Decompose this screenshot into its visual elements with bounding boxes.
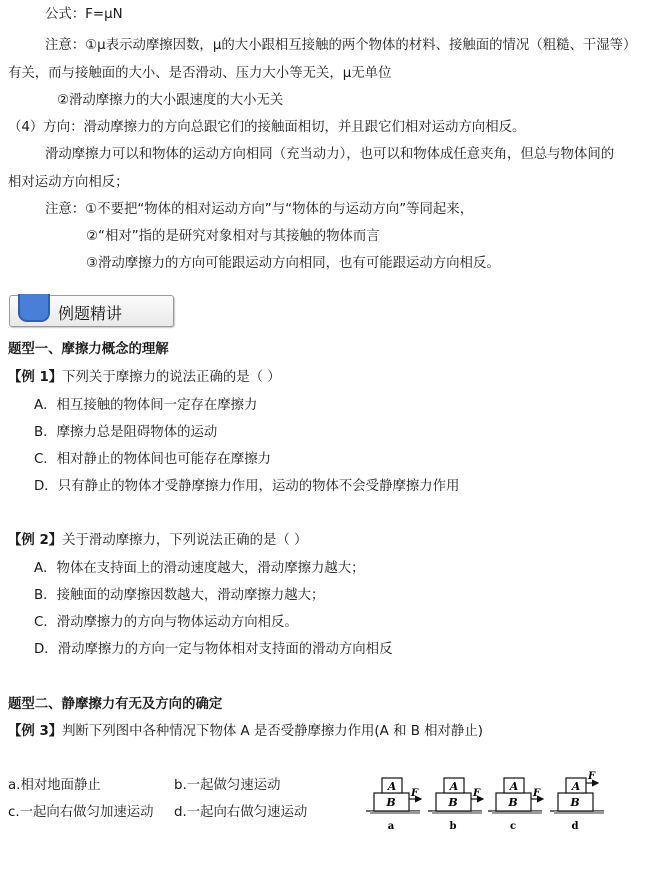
diagram-c <box>488 778 543 832</box>
diagram-a-block-a-label: A <box>387 780 397 793</box>
example1-option-a: A．相互接触的物体间一定存在摩擦力 <box>34 398 258 413</box>
example1-text: 下列关于摩擦力的说法正确的是（ ） <box>62 370 281 385</box>
diagram-c-caption: c <box>509 821 517 832</box>
desc-line-b: 相对运动方向相反； <box>8 175 129 190</box>
example2-text: 关于滑动摩擦力，下列说法正确的是（ ） <box>62 533 308 548</box>
case-b: b.一起做匀速运动 <box>174 778 281 793</box>
section-banner <box>9 295 174 327</box>
diagram-b-force-label: F <box>473 788 481 799</box>
diagram-b-block-b-label: B <box>448 796 458 809</box>
diagram-b-block-a-label: A <box>449 780 459 793</box>
diagram-b-caption: b <box>449 821 457 832</box>
formula-line: 公式：F=μN <box>45 7 123 22</box>
diagram-d <box>550 771 604 832</box>
example2-label: 【例 2】 <box>8 533 63 548</box>
example2-question <box>8 532 307 550</box>
diagram-a-caption: a <box>387 821 395 832</box>
example3-text: 判断下列图中各种情况下物体 A 是否受静摩擦力作用(A 和 B 相对静止) <box>62 724 483 739</box>
banner-tab-icon <box>18 294 50 322</box>
example2-option-d: D．滑动摩擦力的方向一定与物体相对支持面的滑动方向相反 <box>34 642 393 657</box>
diagram-a-force-label: F <box>411 788 419 799</box>
note1-line-a: 注意：①μ表示动摩擦因数，μ的大小跟相互接触的两个物体的材料、接触面的情况（粗糙、干湿等） <box>45 38 637 53</box>
example2-option-a: A．物体在支持面上的滑动速度越大，滑动摩擦力越大； <box>34 561 365 576</box>
type1-heading: 题型一、摩擦力概念的理解 <box>8 342 169 357</box>
case-a: a.相对地面静止 <box>8 778 101 793</box>
desc-line-a: 滑动摩擦力可以和物体的运动方向相同（充当动力），也可以和物体成任意夹角，但总与物体间的 <box>45 147 615 162</box>
note2-line: ②滑动摩擦力的大小跟速度的大小无关 <box>57 93 284 108</box>
example3-question <box>8 723 483 741</box>
diagram-c-block-b-label: B <box>508 796 518 809</box>
example1-question <box>8 369 281 387</box>
diagram-d-block-b-label: B <box>570 796 580 809</box>
diagram-d-caption: d <box>571 821 579 832</box>
example3-label: 【例 3】 <box>8 724 63 739</box>
example1-option-b: B．摩擦力总是阻碍物体的运动 <box>34 425 218 440</box>
example2-option-c: C．滑动摩擦力的方向与物体运动方向相反。 <box>34 615 298 630</box>
example1-label: 【例 1】 <box>8 370 63 385</box>
note1-line-b: 有关，而与接触面的大小、是否滑动、压力大小等无关，μ无单位 <box>8 66 392 81</box>
diagram-d-block-a-label: A <box>571 780 581 793</box>
attention3-line: ③滑动摩擦力的方向可能跟运动方向相同，也有可能跟运动方向相反。 <box>86 256 500 271</box>
case-c: c.一起向右做匀加速运动 <box>8 805 154 820</box>
direction-line: （4）方向：滑动摩擦力的方向总跟它们的接触面相切，并且跟它们相对运动方向相反。 <box>8 120 526 135</box>
banner-title: 例题精讲 <box>58 304 123 323</box>
attention2-line: ②“相对”指的是研究对象相对与其接触的物体而言 <box>86 229 380 244</box>
diagram-c-block-a-label: A <box>509 780 519 793</box>
attention1-line: 注意：①不要把“物体的相对运动方向”与“物体的与运动方向”等同起来， <box>45 202 474 217</box>
block-diagram-figure <box>364 766 614 836</box>
diagram-d-force-label: F <box>588 771 596 782</box>
diagram-b <box>428 778 483 832</box>
diagram-c-force-label: F <box>533 788 541 799</box>
diagram-a <box>366 778 421 832</box>
example1-option-d: D．只有静止的物体才受静摩擦力作用，运动的物体不会受静摩擦力作用 <box>34 479 460 494</box>
example2-option-b: B．接触面的动摩擦因数越大，滑动摩擦力越大； <box>34 588 325 603</box>
example1-option-c: C．相对静止的物体间也可能存在摩擦力 <box>34 452 271 467</box>
diagram-a-block-b-label: B <box>386 796 396 809</box>
case-d: d.一起向右做匀速运动 <box>174 805 308 820</box>
type2-heading: 题型二、静摩擦力有无及方向的确定 <box>8 697 223 712</box>
